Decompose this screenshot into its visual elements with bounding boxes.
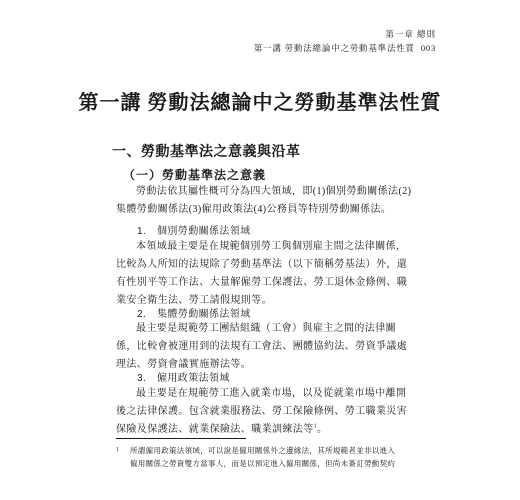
- subsection-3-number: 3.: [137, 373, 147, 384]
- paragraph-employment-policy-text: 最主要是在規範勞工進入就業市場，以及從就業市場中離開後之法律保護。包含就業服務法、勞工保險條例、勞工職業災害保險及保護法、就業保險法、職業訓練法等: [116, 388, 408, 435]
- subsection-2: [137, 305, 251, 320]
- running-head-chapter: 第一章 總則: [385, 29, 436, 39]
- subsection-3: [137, 369, 230, 384]
- subsection-2-label: 集體勞動關係法領域: [157, 309, 251, 320]
- footnote-line-1: 所謂僱用政策法領域，可以說是僱用關係外之邊緣法，其所規範者並非以進入: [130, 446, 396, 455]
- subsection-1-label: 個別勞動關係法領域: [157, 226, 251, 237]
- footnote-number: 1: [116, 447, 120, 453]
- footnote-marker: 1: [313, 423, 318, 430]
- subsection-heading: （一）勞動基準法之意義: [123, 168, 267, 182]
- subsection-3-label: 僱用政策法領域: [157, 373, 230, 384]
- subsection-2-number: 2.: [137, 309, 147, 320]
- paragraph-employment-policy-end: 。: [317, 424, 328, 435]
- footnote: [116, 444, 416, 470]
- section-heading: 一、勞動基準法之意義與沿革: [112, 145, 301, 160]
- running-head-lecture: [254, 42, 436, 54]
- running-head-lecture-title: 第一講 勞動法總論中之勞動基準法性質: [253, 43, 415, 53]
- page-number: 003: [420, 43, 436, 53]
- footnote-divider: [116, 438, 246, 439]
- subsection-1-number: 1.: [137, 226, 147, 237]
- paragraph-individual-labor: 本領域最主要是在規範個別勞工與個別雇主間之法律關係，比較為人所知的法規除了勞動基準法（以下簡稱勞基法）外，還有性別平等工作法、大量解僱勞工保護法、勞工退休金條例、職業安全衛生法、勞工請假規則等。: [116, 241, 408, 306]
- paragraph-employment-policy: [116, 385, 412, 439]
- paragraph-intro: 勞動法依其屬性概可分為四大領域，即(1)個別勞動關係法(2)集體勞動關係法(3)僱用政策法(4)公務員等特別勞動關係法。: [116, 186, 412, 215]
- paragraph-collective-labor: 最主要是規範勞工團結組織（工會）與雇主之間的法律關係，比較會被運用到的法規有工會法、團體協約法、勞資爭議處理法、勞資會議實施辦法等。: [116, 323, 408, 370]
- footnote-line-2: 僱用關係之勞資雙方當事人，而是以預定進入僱用關係，但尚未簽訂勞動契約: [130, 459, 396, 468]
- subsection-1: [137, 222, 251, 237]
- page-title: 第一講 勞動法總論中之勞動基準法性質: [78, 92, 442, 114]
